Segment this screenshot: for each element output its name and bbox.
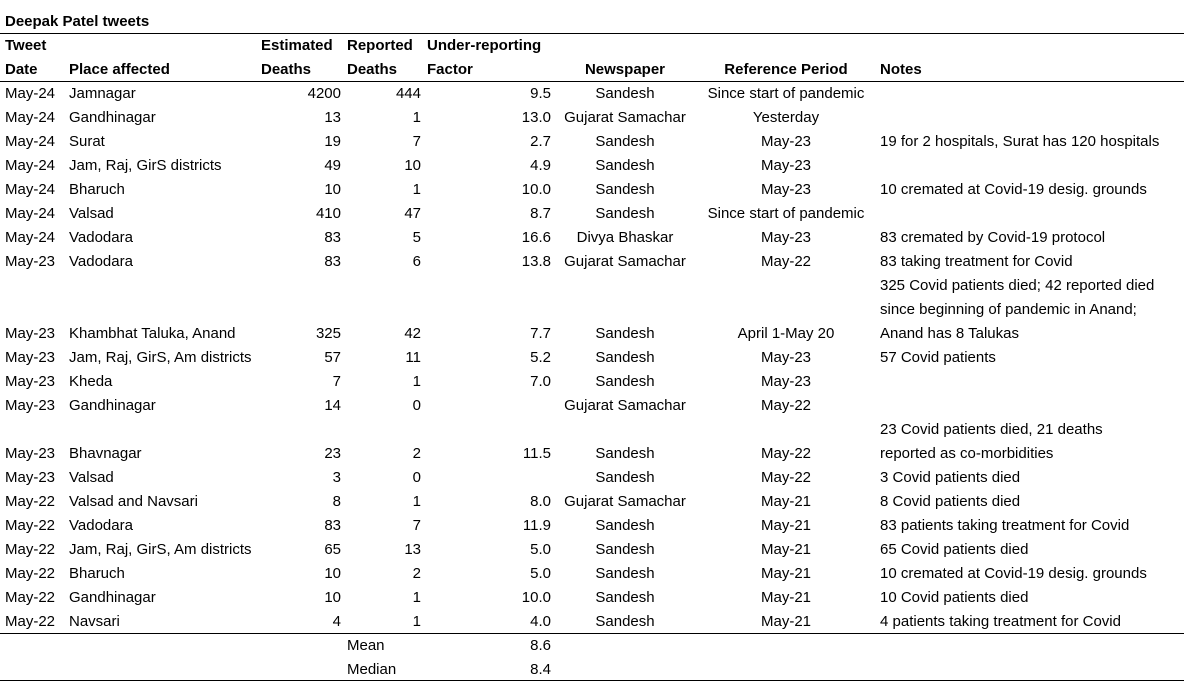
cell-estimated-deaths: 83 — [324, 229, 341, 246]
cell-date: May-22 — [5, 541, 56, 558]
cell-estimated-deaths: 4200 — [307, 85, 341, 102]
cell-place: Jamnagar — [69, 85, 136, 102]
cell-estimated-deaths: 83 — [324, 253, 341, 270]
table-row — [0, 418, 1184, 442]
table-row — [0, 202, 1184, 226]
cell-estimated-deaths: 7 — [332, 373, 341, 390]
cell-place: Valsad — [69, 205, 114, 222]
cell-factor: 2.7 — [530, 133, 551, 150]
cell-notes: 4 patients taking treatment for Covid — [880, 613, 1121, 630]
cell-period: May-23 — [760, 181, 812, 198]
header-row-1 — [0, 34, 1184, 58]
cell-date — [5, 274, 67, 298]
cell-newspaper: Divya Bhaskar — [576, 229, 674, 246]
cell-period: May-22 — [760, 253, 812, 270]
cell-period: May-23 — [760, 157, 812, 174]
cell-factor: 13.8 — [521, 253, 551, 270]
summary-row-median — [0, 658, 1184, 682]
cell-place: Surat — [69, 133, 105, 150]
cell-factor — [427, 274, 551, 298]
cell-place: Khambhat Taluka, Anand — [69, 325, 236, 342]
cell-place: Navsari — [69, 613, 120, 630]
cell-period: May-23 — [760, 133, 812, 150]
cell-notes: 3 Covid patients died — [880, 469, 1021, 486]
cell-date: May-24 — [5, 157, 56, 174]
cell-reported-deaths: 7 — [412, 517, 421, 534]
cell-newspaper: Sandesh — [595, 133, 655, 150]
cell-reported-deaths: 2 — [412, 565, 421, 582]
header-factor-1: Under-reporting — [427, 37, 542, 54]
header-notes: Notes — [880, 61, 922, 78]
header-est-1: Estimated — [261, 37, 333, 54]
cell-period: Yesterday — [752, 109, 820, 126]
cell-notes — [880, 202, 1184, 226]
cell-place: Gandhinagar — [69, 589, 156, 606]
table-row — [0, 106, 1184, 130]
cell-estimated-deaths: 325 — [315, 325, 341, 342]
cell-reported-deaths: 1 — [412, 613, 421, 630]
table-row — [0, 394, 1184, 418]
cell-period: May-21 — [760, 565, 812, 582]
cell-newspaper: Sandesh — [595, 325, 655, 342]
cell-period — [697, 418, 875, 442]
cell-reported-deaths: 1 — [412, 373, 421, 390]
cell-newspaper — [557, 298, 693, 322]
cell-newspaper: Sandesh — [595, 469, 655, 486]
cell-place: Vadodara — [69, 229, 133, 246]
cell-newspaper: Sandesh — [595, 565, 655, 582]
cell-date: May-23 — [5, 373, 56, 390]
cell-newspaper: Sandesh — [595, 157, 655, 174]
cell-factor — [427, 418, 551, 442]
cell-estimated-deaths: 10 — [324, 565, 341, 582]
cell-factor: 7.7 — [530, 325, 551, 342]
summary-value: 8.6 — [530, 637, 551, 654]
cell-period: May-21 — [760, 589, 812, 606]
cell-period: May-22 — [760, 469, 812, 486]
cell-notes: 8 Covid patients died — [880, 493, 1021, 510]
cell-newspaper: Sandesh — [595, 613, 655, 630]
header-est-2: Deaths — [261, 61, 312, 78]
cell-estimated-deaths: 8 — [332, 493, 341, 510]
cell-reported-deaths: 2 — [412, 445, 421, 462]
cell-newspaper: Sandesh — [595, 349, 655, 366]
cell-reported-deaths: 6 — [412, 253, 421, 270]
cell-estimated-deaths: 3 — [332, 469, 341, 486]
table-row — [0, 178, 1184, 202]
cell-factor: 10.0 — [521, 181, 551, 198]
cell-reported-deaths: 1 — [412, 181, 421, 198]
header-row-2 — [0, 58, 1184, 82]
cell-newspaper: Gujarat Samachar — [564, 253, 686, 270]
cell-factor: 10.0 — [521, 589, 551, 606]
cell-notes: reported as co-morbidities — [880, 445, 1054, 462]
cell-period — [697, 274, 875, 298]
cell-newspaper: Sandesh — [595, 445, 655, 462]
summary-label: Mean — [347, 637, 385, 654]
cell-factor: 9.5 — [530, 85, 551, 102]
header-date-1: Tweet — [5, 37, 47, 54]
cell-place: Valsad — [69, 469, 114, 486]
table-row — [0, 322, 1184, 346]
cell-estimated-deaths: 10 — [324, 589, 341, 606]
cell-factor: 5.0 — [530, 565, 551, 582]
cell-place: Jam, Raj, GirS districts — [69, 157, 222, 174]
cell-factor: 11.9 — [522, 517, 551, 534]
cell-factor: 13.0 — [521, 109, 551, 126]
cell-estimated-deaths: 57 — [324, 349, 341, 366]
cell-notes — [880, 154, 1184, 178]
cell-factor: 4.9 — [530, 157, 551, 174]
cell-reported-deaths — [347, 418, 421, 442]
cell-place — [69, 418, 259, 442]
cell-reported-deaths: 0 — [412, 469, 421, 486]
cell-notes: 19 for 2 hospitals, Surat has 120 hospitals — [880, 133, 1160, 150]
cell-reported-deaths: 1 — [412, 109, 421, 126]
cell-date: May-22 — [5, 589, 56, 606]
bottom-border — [0, 680, 1184, 681]
cell-place: Jam, Raj, GirS, Am districts — [69, 349, 252, 366]
cell-period: May-21 — [760, 613, 812, 630]
cell-date: May-23 — [5, 253, 56, 270]
cell-date: May-24 — [5, 205, 56, 222]
summary-value: 8.4 — [530, 661, 551, 678]
cell-factor: 16.6 — [521, 229, 551, 246]
cell-estimated-deaths: 13 — [324, 109, 341, 126]
cell-place — [69, 274, 259, 298]
cell-date — [5, 418, 67, 442]
cell-factor — [427, 466, 551, 490]
header-factor-2: Factor — [427, 61, 473, 78]
table-row — [0, 466, 1184, 490]
summary-label: Median — [347, 661, 397, 678]
table-row — [0, 442, 1184, 466]
cell-factor: 4.0 — [530, 613, 551, 630]
cell-notes — [880, 106, 1184, 130]
cell-date: May-23 — [5, 325, 56, 342]
cell-place: Valsad and Navsari — [69, 493, 198, 510]
cell-period: Since start of pandemic — [707, 85, 865, 102]
table-row — [0, 538, 1184, 562]
cell-notes — [880, 394, 1184, 418]
cell-place — [69, 298, 259, 322]
cell-place: Gandhinagar — [69, 397, 156, 414]
cell-reported-deaths: 7 — [412, 133, 421, 150]
cell-period — [697, 298, 875, 322]
header-newspaper: Newspaper — [584, 61, 666, 78]
cell-notes — [880, 370, 1184, 394]
cell-estimated-deaths: 23 — [324, 445, 341, 462]
header-period: Reference Period — [724, 61, 848, 78]
cell-estimated-deaths: 65 — [324, 541, 341, 558]
cell-date: May-22 — [5, 493, 56, 510]
cell-date: May-23 — [5, 445, 56, 462]
cell-date: May-24 — [5, 133, 56, 150]
cell-factor — [427, 394, 551, 418]
cell-reported-deaths: 13 — [404, 541, 421, 558]
cell-date: May-22 — [5, 565, 56, 582]
cell-reported-deaths — [347, 274, 421, 298]
table-row — [0, 226, 1184, 250]
cell-notes: 83 taking treatment for Covid — [880, 253, 1073, 270]
cell-estimated-deaths — [261, 274, 341, 298]
title-row — [0, 10, 1184, 34]
cell-newspaper: Gujarat Samachar — [564, 493, 686, 510]
cell-notes: 57 Covid patients — [880, 349, 996, 366]
cell-period: May-21 — [760, 541, 812, 558]
table-row — [0, 562, 1184, 586]
cell-reported-deaths: 5 — [412, 229, 421, 246]
cell-newspaper: Sandesh — [595, 85, 655, 102]
table-row — [0, 298, 1184, 322]
table-row — [0, 346, 1184, 370]
cell-date: May-24 — [5, 109, 56, 126]
table-row — [0, 490, 1184, 514]
cell-date: May-23 — [5, 397, 56, 414]
cell-estimated-deaths: 410 — [315, 205, 341, 222]
cell-notes: 10 cremated at Covid-19 desig. grounds — [880, 181, 1147, 198]
cell-estimated-deaths: 83 — [324, 517, 341, 534]
header-rep-2: Deaths — [347, 61, 398, 78]
cell-place: Gandhinagar — [69, 109, 156, 126]
header-place: Place affected — [69, 61, 170, 78]
cell-estimated-deaths: 4 — [332, 613, 341, 630]
table-row — [0, 610, 1184, 634]
table-row — [0, 586, 1184, 610]
cell-newspaper: Gujarat Samachar — [564, 397, 686, 414]
cell-period: May-22 — [760, 445, 812, 462]
cell-place: Kheda — [69, 373, 113, 390]
cell-newspaper — [557, 418, 693, 442]
cell-date: May-23 — [5, 349, 56, 366]
cell-notes: since beginning of pandemic in Anand; — [880, 301, 1137, 318]
cell-factor: 7.0 — [530, 373, 551, 390]
cell-period: May-23 — [760, 349, 812, 366]
cell-factor: 5.0 — [530, 541, 551, 558]
cell-place: Bharuch — [69, 181, 125, 198]
cell-estimated-deaths: 19 — [324, 133, 341, 150]
summary-row-mean — [0, 634, 1184, 658]
cell-date: May-24 — [5, 85, 56, 102]
cell-reported-deaths: 11 — [405, 349, 421, 366]
table-row — [0, 370, 1184, 394]
cell-notes: 23 Covid patients died, 21 deaths — [880, 421, 1103, 438]
cell-factor: 5.2 — [530, 349, 551, 366]
cell-reported-deaths: 10 — [404, 157, 421, 174]
header-date-2: Date — [5, 61, 38, 78]
cell-factor — [427, 298, 551, 322]
cell-estimated-deaths: 14 — [324, 397, 341, 414]
cell-period: April 1-May 20 — [737, 325, 835, 342]
cell-newspaper: Sandesh — [595, 373, 655, 390]
cell-period: May-22 — [760, 397, 812, 414]
cell-place: Jam, Raj, GirS, Am districts — [69, 541, 252, 558]
table-row — [0, 250, 1184, 274]
cell-estimated-deaths — [261, 418, 341, 442]
cell-reported-deaths: 0 — [412, 397, 421, 414]
cell-notes: 65 Covid patients died — [880, 541, 1029, 558]
cell-notes — [880, 82, 1184, 106]
table-row — [0, 274, 1184, 298]
cell-newspaper: Sandesh — [595, 205, 655, 222]
table-row — [0, 514, 1184, 538]
cell-reported-deaths: 47 — [404, 205, 421, 222]
table-row — [0, 130, 1184, 154]
cell-reported-deaths: 1 — [412, 493, 421, 510]
cell-place: Bhavnagar — [69, 445, 142, 462]
cell-notes: 10 cremated at Covid-19 desig. grounds — [880, 565, 1147, 582]
cell-period: May-21 — [760, 493, 812, 510]
cell-factor: 8.7 — [530, 205, 551, 222]
cell-notes: 83 cremated by Covid-19 protocol — [880, 229, 1106, 246]
cell-newspaper: Sandesh — [595, 517, 655, 534]
cell-date: May-22 — [5, 517, 56, 534]
cell-period: May-21 — [760, 517, 812, 534]
cell-place: Bharuch — [69, 565, 125, 582]
cell-date: May-23 — [5, 469, 56, 486]
cell-period: May-23 — [760, 229, 812, 246]
cell-newspaper: Sandesh — [595, 541, 655, 558]
cell-estimated-deaths — [261, 298, 341, 322]
cell-notes: 83 patients taking treatment for Covid — [880, 517, 1130, 534]
cell-date: May-22 — [5, 613, 56, 630]
cell-notes: 325 Covid patients died; 42 reported died — [880, 277, 1155, 294]
cell-notes: Anand has 8 Talukas — [880, 325, 1019, 342]
cell-place: Vadodara — [69, 253, 133, 270]
cell-date — [5, 298, 67, 322]
cell-reported-deaths: 1 — [412, 589, 421, 606]
cell-date: May-24 — [5, 229, 56, 246]
cell-period: Since start of pandemic — [707, 205, 865, 222]
cell-place: Vadodara — [69, 517, 133, 534]
cell-estimated-deaths: 10 — [324, 181, 341, 198]
cell-newspaper: Sandesh — [595, 589, 655, 606]
cell-newspaper: Sandesh — [595, 181, 655, 198]
cell-notes: 10 Covid patients died — [880, 589, 1029, 606]
cell-factor: 8.0 — [530, 493, 551, 510]
cell-period: May-23 — [760, 373, 812, 390]
header-rep-1: Reported — [347, 37, 413, 54]
cell-reported-deaths: 444 — [395, 85, 421, 102]
cell-newspaper: Gujarat Samachar — [564, 109, 686, 126]
cell-reported-deaths — [347, 298, 421, 322]
cell-date: May-24 — [5, 181, 56, 198]
cell-newspaper — [557, 274, 693, 298]
sheet-title: Deepak Patel tweets — [5, 13, 150, 30]
cell-estimated-deaths: 49 — [324, 157, 341, 174]
cell-factor: 11.5 — [522, 445, 551, 462]
table-row — [0, 154, 1184, 178]
cell-reported-deaths: 42 — [404, 325, 421, 342]
table-row — [0, 82, 1184, 106]
